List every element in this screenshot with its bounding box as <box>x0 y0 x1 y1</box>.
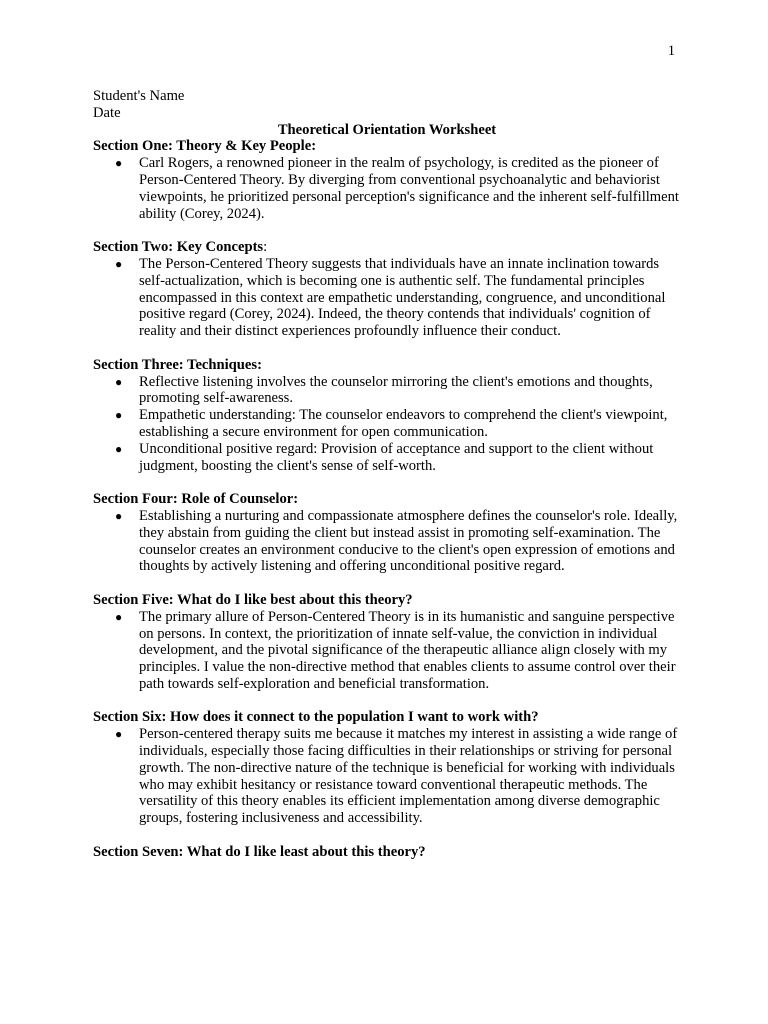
section-heading: Section Six: How does it connect to the population I want to work with? <box>93 709 539 726</box>
bullet-icon: ● <box>115 609 123 624</box>
student-name: Student's Name <box>93 88 185 104</box>
list-item <box>93 374 681 408</box>
bullet-icon: ● <box>115 441 123 456</box>
document-body <box>93 88 681 877</box>
list-item <box>93 609 681 693</box>
bullet-text: The primary allure of Person-Centered Theory is in its humanistic and sanguine perspective on persons. In context, the prioritization of innate self-value, the conviction in individual development, and the pivotal significance of the therapeutic alliance align closely with my principles. I value the non-directive method that enables clients to assume control over their path towards self-exploration and beneficial transformation. <box>139 608 676 692</box>
bullet-icon: ● <box>115 727 123 742</box>
bullet-icon: ● <box>115 408 123 423</box>
bullet-text: Unconditional positive regard: Provision of acceptance and support to the client without judgment, boosting the client's sense of self-worth. <box>139 440 654 474</box>
section-heading: Section Seven: What do I like least about this theory? <box>93 843 426 860</box>
bullet-text: Person-centered therapy suits me because it matches my interest in assisting a wide range of individuals, especially those facing difficulties in their relationships or striving for personal growth. The non-directive nature of the technique is beneficial for working with individuals who may exhibit hesitancy or resistance toward conventional therapeutic methods. The versatility of this theory enables its efficient implementation among diverse demographic groups, fostering inclusiveness and accessibility. <box>139 726 678 827</box>
bullet-list <box>93 508 681 575</box>
list-item <box>93 726 681 827</box>
bullet-text: The Person-Centered Theory suggests that individuals have an innate inclination towards self-actualization, which is becoming one is authentic self. The fundamental principles encompassed in this context are empathetic understanding, congruence, and unconditional positive regard (Corey, 2024). Indeed, the theory contends that individuals' cognition of reality and their distinct experiences profoundly influence their conduct. <box>139 255 666 340</box>
bullet-list <box>93 726 681 827</box>
section-seven <box>93 844 681 861</box>
section-heading-text: Section Two: Key Concepts <box>93 239 264 256</box>
bullet-icon: ● <box>115 374 123 389</box>
bullet-text: Establishing a nurturing and compassionate atmosphere defines the counselor's role. Ideally, they abstain from guiding the client but instead assist in promoting self-examination. The counselor creates an environment conducive to the client's open expression of emotions and thoughts by actively listening and offering unconditional positive regard. <box>139 507 678 575</box>
section-six <box>93 709 681 827</box>
page-number: 1 <box>667 43 675 59</box>
list-item <box>93 256 681 340</box>
bullet-list <box>93 256 681 340</box>
section-three <box>93 357 681 475</box>
bullet-icon: ● <box>115 256 123 271</box>
bullet-list <box>93 609 681 693</box>
list-item <box>93 508 681 575</box>
section-heading <box>93 239 681 256</box>
section-heading: Section Five: What do I like best about this theory? <box>93 591 413 608</box>
section-heading-colon: : <box>263 239 268 256</box>
list-item <box>93 441 681 475</box>
bullet-icon: ● <box>115 156 123 171</box>
section-five <box>93 592 681 693</box>
section-two <box>93 239 681 340</box>
document-title: Theoretical Orientation Worksheet <box>277 121 497 138</box>
section-four <box>93 491 681 575</box>
section-heading: Section Three: Techniques: <box>93 356 262 373</box>
list-item <box>93 155 681 222</box>
bullet-list <box>93 374 681 475</box>
section-heading: Section One: Theory & Key People: <box>93 138 317 155</box>
section-heading: Section Four: Role of Counselor: <box>93 491 299 508</box>
bullet-text: Empathetic understanding: The counselor endeavors to comprehend the client's viewpoint, establishing a secure environment for open communication. <box>139 407 668 440</box>
list-item <box>93 407 681 441</box>
bullet-text: Reflective listening involves the counselor mirroring the client's emotions and thoughts, promoting self-awareness. <box>139 373 653 407</box>
bullet-text: Carl Rogers, a renowned pioneer in the realm of psychology, is credited as the pioneer of Person-Centered Theory. By diverging from conventional psychoanalytic and behaviorist viewpoints, he prioritized personal perception's significance and the inherent self-fulfillment ability (Corey, 2024). <box>139 155 679 222</box>
date-line: Date <box>93 104 121 121</box>
section-one <box>93 138 681 222</box>
bullet-icon: ● <box>115 508 123 523</box>
bullet-list <box>93 155 681 222</box>
